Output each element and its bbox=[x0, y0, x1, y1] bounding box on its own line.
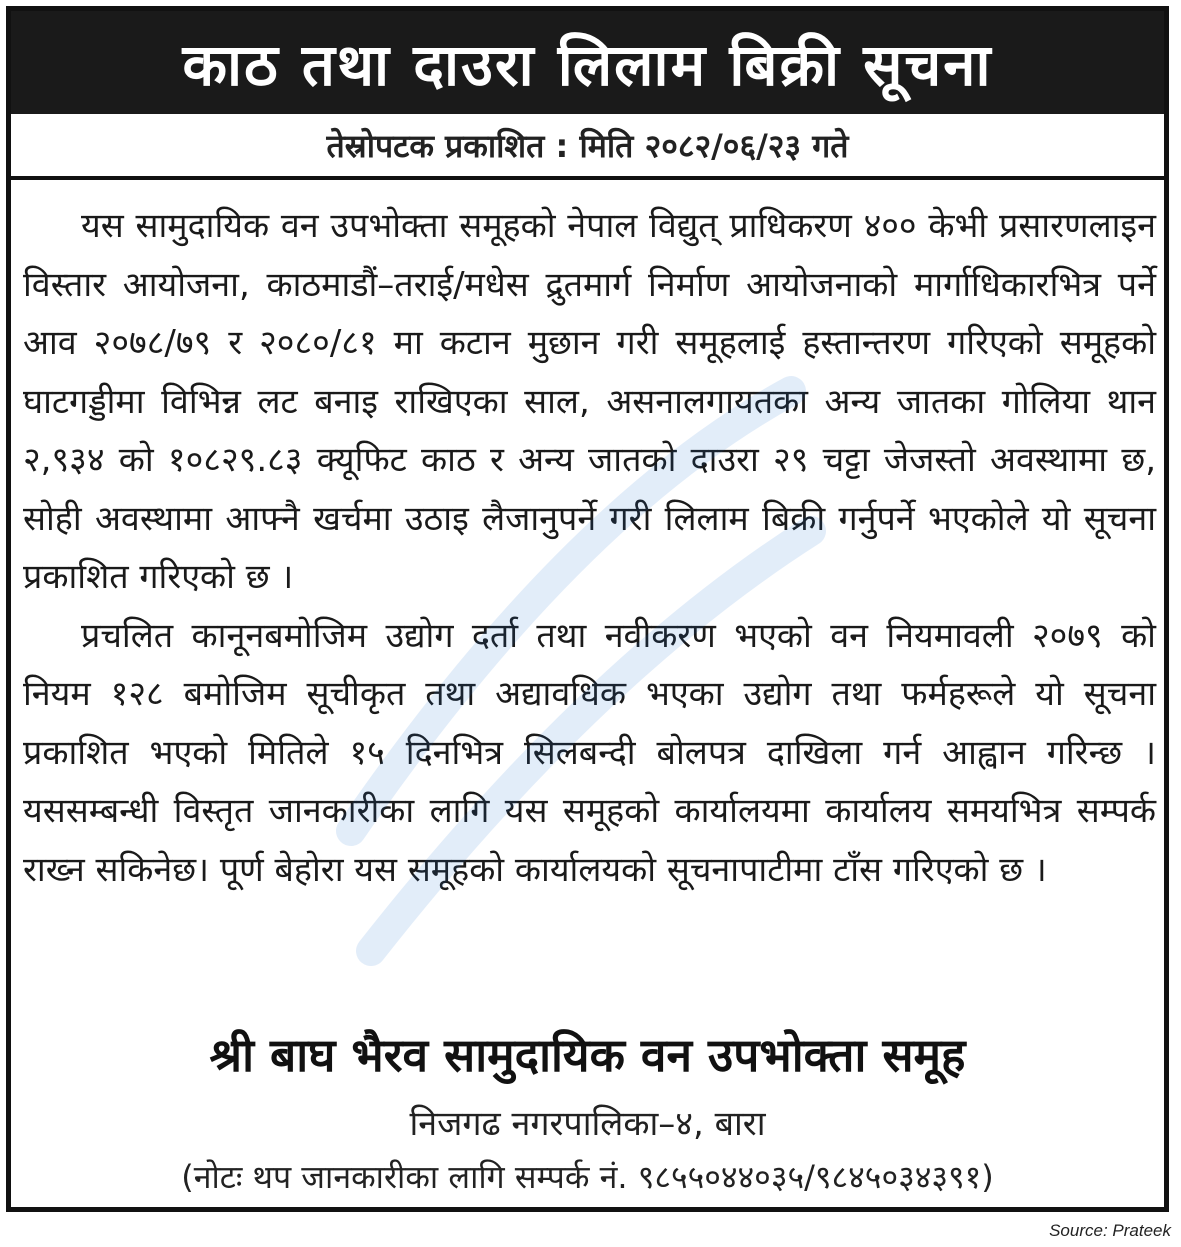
paragraph-2: प्रचलित कानूनबमोजिम उद्योग दर्ता तथा नवीकरण भएको वन नियमावली २०७९ को नियम १२८ बमोजिम सूचीकृत तथा अद्यावधिक भएका उद्योग तथा फर्महरूले यो सूचना प्रकाशित भएको मितिले १५ दिनभित्र सिलबन्दी बोलपत्र दाखिला गर्न आह्वान गरिन्छ । यससम्बन्धी विस्तृत जानकारीका लागि यस समूहको कार्यालयमा कार्यालय समयभित्र सम्पर्क राख्न सकिनेछ। पूर्ण बेहोरा यस समूहको कार्यालयको सूचनापाटीमा टाँस गरिएको छ । bbox=[23, 615, 1156, 890]
notice-body bbox=[23, 197, 1156, 899]
organization-name: श्री बाघ भैरव सामुदायिक वन उपभोक्ता समूह bbox=[209, 1028, 966, 1082]
organization-address: निजगढ नगरपालिका–४, बारा bbox=[409, 1104, 766, 1144]
source-credit: Source: Prateek bbox=[1049, 1221, 1171, 1240]
contact-note: (नोटः थप जानकारीका लागि सम्पर्क नं. ९८५५०४४०३५/९८४५०३४३९१) bbox=[181, 1158, 994, 1196]
paragraph-1: यस सामुदायिक वन उपभोक्ता समूहको नेपाल विद्युत् प्राधिकरण ४०० केभी प्रसारणलाइन विस्तार आयोजना, काठमाडौं–तराई/मधेस द्रुतमार्ग निर्माण आयोजनाको मार्गाधिकारभित्र पर्ने आव २०७८/७९ र २०८०/८१ मा कटान मुछान गरी समूहलाई हस्तान्तरण गरिएको समूहको घाटगड्डीमा विभिन्न लट बनाइ राखिएका साल, असनालगायतका अन्य जातका गोलिया थान २,९३४ को १०८२९.८३ क्यूफिट काठ र अन्य जातको दाउरा २९ चट्टा जेजस्तो अवस्थामा छ, सोही अवस्थामा आफ्नै खर्चमा उठाइ लैजानुपर्ने गरी लिलाम बिक्री गर्नुपर्ने भएकोले यो सूचना प्रकाशित गरिएको छ । bbox=[23, 206, 1156, 597]
publication-date-line: तेस्रोपटक प्रकाशित : मिति २०८२/०६/२३ गते bbox=[11, 114, 1164, 180]
notice-title: काठ तथा दाउरा लिलाम बिक्री सूचना bbox=[11, 11, 1164, 114]
notice-frame bbox=[6, 6, 1169, 1212]
